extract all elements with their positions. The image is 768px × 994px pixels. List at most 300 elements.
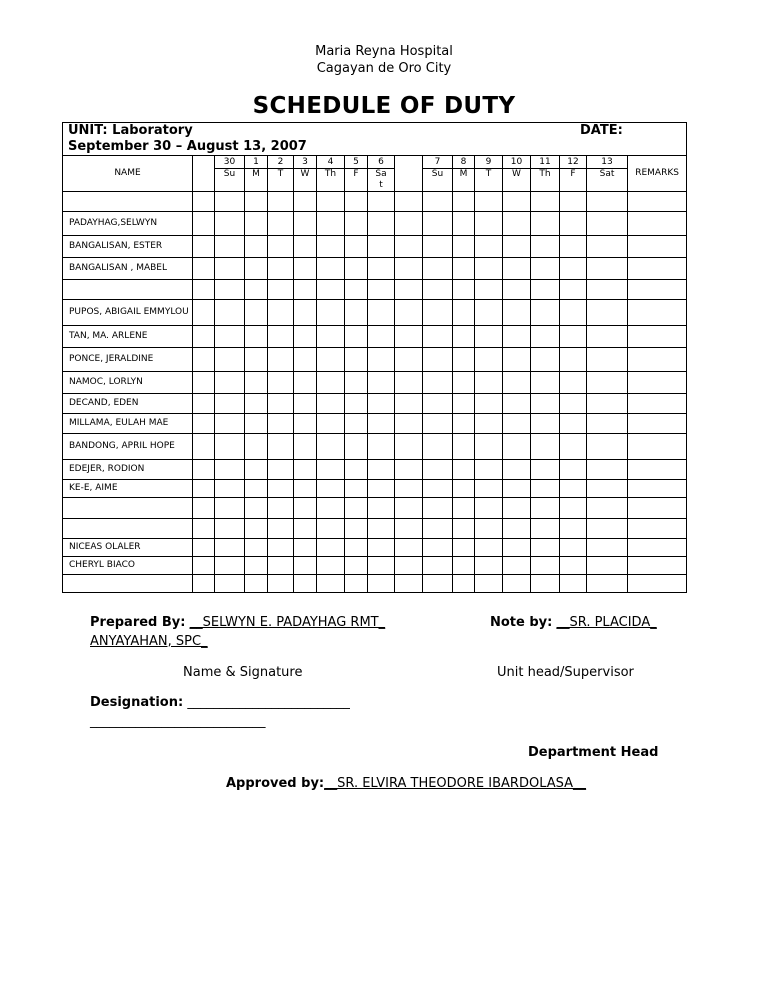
schedule-cell <box>628 539 687 557</box>
designation <box>90 695 350 710</box>
schedule-cell <box>475 498 503 519</box>
schedule-cell <box>453 212 475 236</box>
note-by-value: __SR. PLACIDA_ <box>556 615 657 630</box>
schedule-cell <box>453 394 475 414</box>
schedule-cell <box>268 348 294 372</box>
schedule-cell <box>531 236 560 258</box>
table-row <box>63 212 687 236</box>
schedule-cell <box>423 575 453 593</box>
date-header: 10 <box>503 156 531 169</box>
schedule-cell <box>560 394 587 414</box>
staff-name-cell: BANGALISAN, ESTER <box>63 236 193 258</box>
day-header: T <box>475 169 503 192</box>
name-signature-caption: Name & Signature <box>183 665 303 680</box>
schedule-cell <box>193 394 215 414</box>
schedule-cell <box>423 236 453 258</box>
schedule-cell <box>531 557 560 575</box>
schedule-cell <box>317 414 345 434</box>
schedule-cell <box>245 326 268 348</box>
schedule-cell <box>215 394 245 414</box>
schedule-cell <box>560 326 587 348</box>
schedule-cell <box>215 498 245 519</box>
schedule-cell <box>245 348 268 372</box>
schedule-cell <box>475 557 503 575</box>
schedule-cell <box>317 519 345 539</box>
schedule-cell <box>268 519 294 539</box>
schedule-cell <box>560 300 587 326</box>
schedule-cell <box>294 348 317 372</box>
schedule-cell <box>193 236 215 258</box>
schedule-cell <box>503 300 531 326</box>
schedule-cell <box>368 394 395 414</box>
schedule-cell <box>215 575 245 593</box>
schedule-cell <box>268 434 294 460</box>
staff-name-cell <box>63 280 193 300</box>
schedule-cell <box>423 394 453 414</box>
date-label: DATE: <box>580 123 623 138</box>
schedule-cell <box>503 519 531 539</box>
schedule-cell <box>475 394 503 414</box>
schedule-cell <box>268 192 294 212</box>
schedule-cell <box>423 258 453 280</box>
schedule-cell <box>503 539 531 557</box>
staff-name-cell: MILLAMA, EULAH MAE <box>63 414 193 434</box>
schedule-cell <box>587 575 628 593</box>
note-by <box>490 615 657 630</box>
schedule-cell <box>423 434 453 460</box>
schedule-cell <box>215 280 245 300</box>
schedule-cell <box>531 212 560 236</box>
date-header: 4 <box>317 156 345 169</box>
schedule-cell <box>245 394 268 414</box>
schedule-cell <box>503 348 531 372</box>
date-header: 8 <box>453 156 475 169</box>
table-row <box>63 236 687 258</box>
approved-by <box>226 776 586 791</box>
date-header: 12 <box>560 156 587 169</box>
schedule-cell <box>395 519 423 539</box>
schedule-cell <box>628 236 687 258</box>
table-row <box>63 519 687 539</box>
schedule-cell <box>560 557 587 575</box>
schedule-cell <box>268 372 294 394</box>
schedule-cell <box>345 519 368 539</box>
name-column-header: NAME <box>63 156 193 192</box>
schedule-cell <box>587 372 628 394</box>
schedule-cell <box>345 575 368 593</box>
day-header: W <box>294 169 317 192</box>
schedule-cell <box>268 414 294 434</box>
schedule-cell <box>587 498 628 519</box>
schedule-cell <box>345 434 368 460</box>
schedule-cell <box>628 372 687 394</box>
day-header: Th <box>531 169 560 192</box>
approved-by-label: Approved by: <box>226 776 325 791</box>
schedule-cell <box>453 519 475 539</box>
staff-name-cell: PONCE, JERALDINE <box>63 348 193 372</box>
schedule-cell <box>395 434 423 460</box>
schedule-cell <box>368 575 395 593</box>
schedule-cell <box>368 434 395 460</box>
schedule-cell <box>294 557 317 575</box>
schedule-cell <box>368 372 395 394</box>
date-header: 3 <box>294 156 317 169</box>
date-header: 1 <box>245 156 268 169</box>
schedule-cell <box>245 258 268 280</box>
schedule-cell <box>453 300 475 326</box>
schedule-cell <box>503 414 531 434</box>
schedule-cell <box>345 498 368 519</box>
date-header: 11 <box>531 156 560 169</box>
schedule-cell <box>368 414 395 434</box>
schedule-cell <box>294 575 317 593</box>
schedule-cell <box>317 348 345 372</box>
hospital-name: Maria Reyna Hospital <box>315 44 453 59</box>
day-header: M <box>453 169 475 192</box>
schedule-cell <box>345 236 368 258</box>
schedule-cell <box>587 280 628 300</box>
table-row <box>63 557 687 575</box>
staff-name-cell: NICEAS OLALER <box>63 539 193 557</box>
schedule-cell <box>268 575 294 593</box>
schedule-cell <box>368 557 395 575</box>
schedule-cell <box>560 414 587 434</box>
schedule-cell <box>560 519 587 539</box>
schedule-cell <box>587 519 628 539</box>
schedule-cell <box>475 300 503 326</box>
schedule-cell <box>475 236 503 258</box>
schedule-cell <box>560 539 587 557</box>
staff-name-cell: TAN, MA. ARLENE <box>63 326 193 348</box>
schedule-cell <box>193 212 215 236</box>
schedule-cell <box>423 414 453 434</box>
schedule-cell <box>560 258 587 280</box>
schedule-cell <box>395 236 423 258</box>
schedule-cell <box>317 192 345 212</box>
schedule-cell <box>368 519 395 539</box>
schedule-cell <box>587 414 628 434</box>
schedule-cell <box>503 480 531 498</box>
schedule-cell <box>531 326 560 348</box>
prepared-by-value-cont: ANYAYAHAN, SPC_ <box>90 634 208 649</box>
schedule-cell <box>628 519 687 539</box>
schedule-cell <box>423 326 453 348</box>
schedule-cell <box>345 192 368 212</box>
blank-header <box>395 156 423 192</box>
schedule-cell <box>531 414 560 434</box>
schedule-cell <box>560 575 587 593</box>
schedule-cell <box>587 192 628 212</box>
schedule-cell <box>268 539 294 557</box>
table-row <box>63 539 687 557</box>
schedule-cell <box>268 212 294 236</box>
schedule-cell <box>587 557 628 575</box>
schedule-cell <box>531 372 560 394</box>
table-row <box>63 192 687 212</box>
schedule-cell <box>587 348 628 372</box>
schedule-cell <box>531 519 560 539</box>
day-header: Su <box>423 169 453 192</box>
schedule-cell <box>531 348 560 372</box>
schedule-cell <box>628 557 687 575</box>
staff-name-cell <box>63 575 193 593</box>
schedule-cell <box>560 498 587 519</box>
date-header: 13 <box>587 156 628 169</box>
schedule-cell <box>560 434 587 460</box>
schedule-cell <box>503 394 531 414</box>
schedule-cell <box>368 498 395 519</box>
staff-name-cell: DECAND, EDEN <box>63 394 193 414</box>
schedule-cell <box>368 480 395 498</box>
schedule-cell <box>268 480 294 498</box>
schedule-cell <box>294 372 317 394</box>
schedule-cell <box>317 280 345 300</box>
schedule-cell <box>628 480 687 498</box>
hospital-city: Cagayan de Oro City <box>316 61 452 76</box>
schedule-cell <box>503 557 531 575</box>
schedule-cell <box>560 372 587 394</box>
schedule-cell <box>368 326 395 348</box>
schedule-cell <box>587 300 628 326</box>
day-header: Th <box>317 169 345 192</box>
document-title: SCHEDULE OF DUTY <box>252 93 516 119</box>
schedule-cell <box>193 460 215 480</box>
schedule-cell <box>453 575 475 593</box>
staff-name-cell: BANGALISAN , MABEL <box>63 258 193 280</box>
schedule-cell <box>245 575 268 593</box>
staff-name-cell: BANDONG, APRIL HOPE <box>63 434 193 460</box>
schedule-cell <box>395 348 423 372</box>
schedule-cell <box>475 414 503 434</box>
schedule-cell <box>395 539 423 557</box>
schedule-cell <box>475 326 503 348</box>
schedule-cell <box>268 557 294 575</box>
schedule-cell <box>395 575 423 593</box>
schedule-cell <box>395 498 423 519</box>
table-row <box>63 498 687 519</box>
schedule-cell <box>503 258 531 280</box>
schedule-cell <box>503 372 531 394</box>
schedule-cell <box>294 236 317 258</box>
schedule-cell <box>215 300 245 326</box>
day-header: T <box>268 169 294 192</box>
schedule-cell <box>317 539 345 557</box>
schedule-cell <box>531 498 560 519</box>
schedule-cell <box>560 236 587 258</box>
schedule-cell <box>345 348 368 372</box>
date-header: 2 <box>268 156 294 169</box>
schedule-cell <box>503 498 531 519</box>
schedule-cell <box>628 258 687 280</box>
schedule-cell <box>215 326 245 348</box>
schedule-cell <box>345 480 368 498</box>
day-header: M <box>245 169 268 192</box>
schedule-cell <box>193 372 215 394</box>
schedule-cell <box>193 300 215 326</box>
staff-name-cell: CHERYL BIACO <box>63 557 193 575</box>
schedule-period: September 30 – August 13, 2007 <box>68 139 307 154</box>
schedule-cell <box>317 498 345 519</box>
schedule-cell <box>317 372 345 394</box>
schedule-cell <box>503 212 531 236</box>
schedule-cell <box>531 460 560 480</box>
schedule-cell <box>215 480 245 498</box>
designation-line: _________________________ <box>187 695 350 710</box>
schedule-cell <box>368 212 395 236</box>
schedule-cell <box>628 460 687 480</box>
schedule-cell <box>193 539 215 557</box>
schedule-cell <box>294 300 317 326</box>
schedule-cell <box>628 394 687 414</box>
schedule-cell <box>475 280 503 300</box>
schedule-cell <box>453 236 475 258</box>
schedule-cell <box>294 280 317 300</box>
schedule-cell <box>395 326 423 348</box>
schedule-cell <box>560 348 587 372</box>
schedule-cell <box>317 236 345 258</box>
table-row <box>63 280 687 300</box>
schedule-cell <box>395 557 423 575</box>
schedule-cell <box>215 212 245 236</box>
schedule-cell <box>268 300 294 326</box>
schedule-cell <box>345 300 368 326</box>
schedule-cell <box>193 480 215 498</box>
schedule-cell <box>453 258 475 280</box>
staff-name-cell <box>63 498 193 519</box>
staff-name-cell <box>63 519 193 539</box>
table-row <box>63 348 687 372</box>
schedule-cell <box>531 394 560 414</box>
staff-name-cell: EDEJER, RODION <box>63 460 193 480</box>
schedule-cell <box>345 394 368 414</box>
schedule-cell <box>193 519 215 539</box>
schedule-cell <box>317 575 345 593</box>
schedule-cell <box>368 348 395 372</box>
schedule-cell <box>475 192 503 212</box>
prepared-by <box>90 615 385 630</box>
schedule-cell <box>475 480 503 498</box>
schedule-cell <box>395 460 423 480</box>
schedule-cell <box>193 414 215 434</box>
duty-schedule-table <box>62 122 687 593</box>
schedule-cell <box>215 557 245 575</box>
schedule-cell <box>294 519 317 539</box>
schedule-cell <box>245 280 268 300</box>
schedule-cell <box>453 326 475 348</box>
schedule-cell <box>317 212 345 236</box>
schedule-cell <box>395 258 423 280</box>
schedule-cell <box>215 236 245 258</box>
schedule-cell <box>395 480 423 498</box>
schedule-cell <box>475 434 503 460</box>
schedule-cell <box>475 258 503 280</box>
schedule-cell <box>531 300 560 326</box>
schedule-cell <box>294 434 317 460</box>
schedule-cell <box>245 498 268 519</box>
staff-name-cell: NAMOC, LORLYN <box>63 372 193 394</box>
schedule-cell <box>215 348 245 372</box>
schedule-cell <box>503 326 531 348</box>
schedule-cell <box>317 326 345 348</box>
schedule-cell <box>423 192 453 212</box>
schedule-cell <box>345 280 368 300</box>
schedule-cell <box>503 460 531 480</box>
day-header: Sat <box>368 169 395 192</box>
schedule-cell <box>193 557 215 575</box>
schedule-cell <box>193 348 215 372</box>
schedule-cell <box>531 434 560 460</box>
schedule-cell <box>560 280 587 300</box>
day-header: Su <box>215 169 245 192</box>
schedule-cell <box>453 460 475 480</box>
schedule-cell <box>395 300 423 326</box>
schedule-cell <box>453 498 475 519</box>
schedule-cell <box>345 372 368 394</box>
date-header: 9 <box>475 156 503 169</box>
schedule-cell <box>317 434 345 460</box>
schedule-cell <box>423 460 453 480</box>
schedule-cell <box>628 300 687 326</box>
schedule-cell <box>531 480 560 498</box>
schedule-cell <box>453 434 475 460</box>
schedule-cell <box>245 539 268 557</box>
schedule-cell <box>245 519 268 539</box>
schedule-cell <box>345 212 368 236</box>
blank-header <box>193 156 215 192</box>
schedule-cell <box>317 300 345 326</box>
schedule-cell <box>345 460 368 480</box>
schedule-cell <box>395 192 423 212</box>
schedule-cell <box>423 480 453 498</box>
schedule-cell <box>245 236 268 258</box>
day-header: F <box>560 169 587 192</box>
schedule-cell <box>503 434 531 460</box>
schedule-cell <box>368 300 395 326</box>
table-row <box>63 326 687 348</box>
schedule-cell <box>215 460 245 480</box>
schedule-cell <box>294 498 317 519</box>
schedule-cell <box>294 480 317 498</box>
schedule-cell <box>368 280 395 300</box>
schedule-cell <box>395 212 423 236</box>
schedule-cell <box>317 557 345 575</box>
prepared-by-label: Prepared By: <box>90 615 186 630</box>
day-header: Sat <box>587 169 628 192</box>
schedule-cell <box>423 280 453 300</box>
schedule-cell <box>475 519 503 539</box>
schedule-cell <box>531 575 560 593</box>
schedule-cell <box>423 519 453 539</box>
schedule-cell <box>294 326 317 348</box>
remarks-column-header: REMARKS <box>628 156 687 192</box>
schedule-cell <box>503 575 531 593</box>
unit-label: UNIT: Laboratory <box>68 123 193 138</box>
schedule-cell <box>245 557 268 575</box>
schedule-cell <box>368 258 395 280</box>
table-row <box>63 434 687 460</box>
table-row <box>63 480 687 498</box>
schedule-cell <box>294 258 317 280</box>
schedule-cell <box>587 480 628 498</box>
schedule-cell <box>294 460 317 480</box>
schedule-cell <box>423 300 453 326</box>
staff-rows <box>63 192 687 593</box>
schedule-cell <box>560 212 587 236</box>
schedule-cell <box>453 192 475 212</box>
schedule-cell <box>453 557 475 575</box>
schedule-cell <box>503 192 531 212</box>
schedule-cell <box>245 434 268 460</box>
